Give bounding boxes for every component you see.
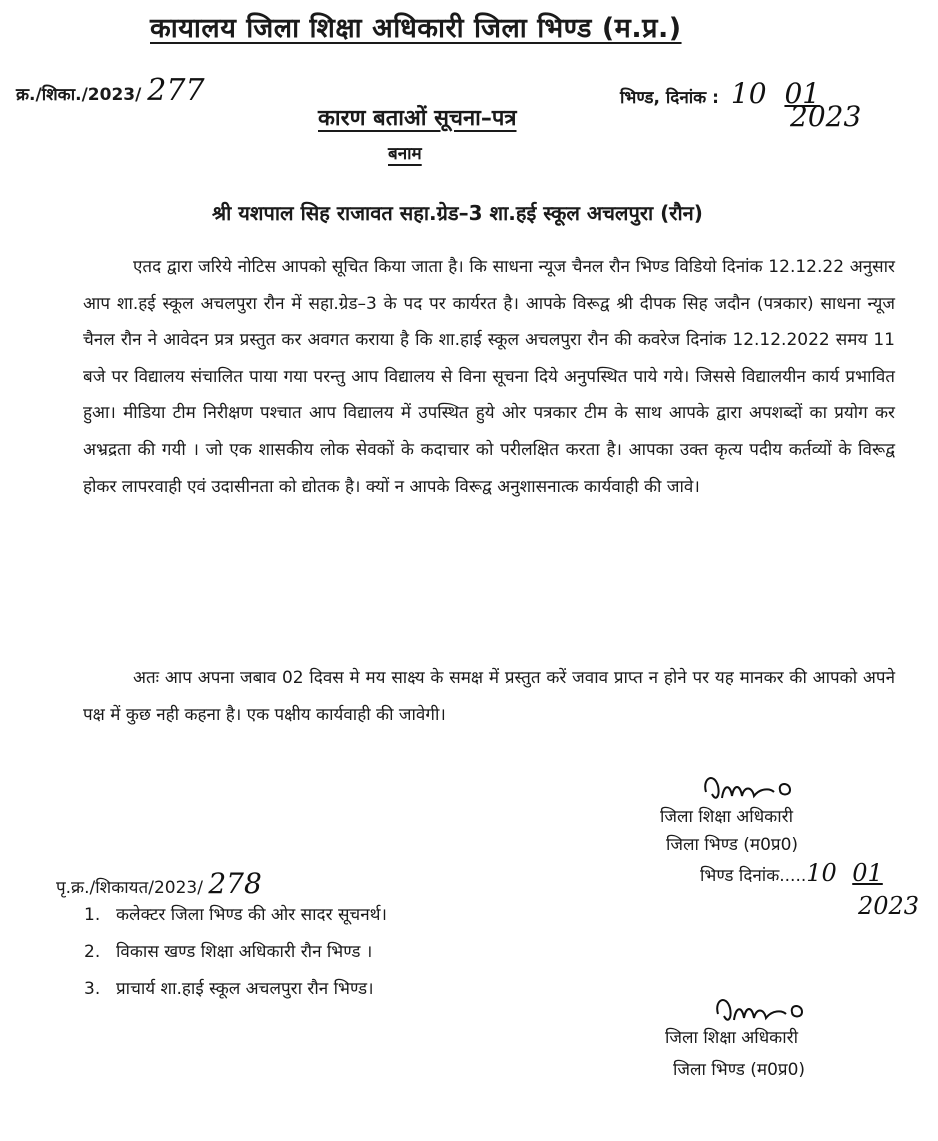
- signature-1-date-day: 10: [806, 859, 837, 887]
- signature-2-district: जिला भिण्ड (म0प्र0): [673, 1060, 806, 1080]
- document-subtitle: बनाम: [388, 144, 422, 164]
- issue-date-year-handwritten: 2023: [790, 100, 862, 133]
- signature-block-1: [660, 803, 883, 890]
- reference-number-handwritten: 277: [147, 73, 205, 108]
- issue-date-month-handwritten: 01: [784, 77, 821, 110]
- signature-1-date-month: 01: [852, 859, 883, 887]
- body-paragraph-2: [83, 660, 895, 733]
- document-title: कारण बताओं सूचना–पत्र: [318, 106, 517, 131]
- signature-1-date: [660, 859, 883, 890]
- signature-1-designation: जिला शिक्षा अधिकारी: [660, 807, 793, 827]
- copy-reference-handwritten: 278: [208, 867, 262, 900]
- signature-mark-1: [700, 768, 810, 808]
- signature-block-2: [665, 1022, 805, 1086]
- copy-reference-number: [56, 867, 262, 900]
- list-item: 2. विकास खण्ड शिक्षा अधिकारी रौन भिण्ड ।: [84, 942, 373, 962]
- body-paragraph-2-text: अतः आप अपना जबाव 02 दिवस मे मय साक्ष्य के समक्ष में प्रस्तुत करें जवाव प्राप्त न होने पर यह मानकर की आपको अपने पक्ष में कुछ नही कहना है। एक पक्षीय कार्यवाही की जावेगी।: [83, 668, 895, 725]
- signature-1-district: जिला भिण्ड (म0प्र0): [666, 835, 799, 855]
- office-header: कायालय जिला शिक्षा अधिकारी जिला भिण्ड (म.प्र.): [150, 13, 682, 44]
- signature-1-date-year: 2023: [858, 892, 920, 920]
- list-item: 1. कलेक्टर जिला भिण्ड की ओर सादर सूचनर्थ।: [84, 905, 387, 925]
- signature-1-date-label: भिण्ड दिनांक.....: [700, 866, 807, 886]
- copy-recipient-list: [84, 902, 387, 1013]
- body-paragraph-1-text: एतद द्वारा जरिये नोटिस आपको सूचित किया जाता है। कि साधना न्यूज चैनल रौन भिण्ड विडियो दिनांक 12.12.22 अनुसार आप शा.हई स्कूल अचलपुरा रौन में सहा.ग्रेड–3 के पद पर कार्यरत है। आपके विरूद्व श्री दीपक सिह जदौन (पत्रकार) साधना न्यूज चैनल रौन ने आवेदन प्रत्र प्रस्तुत कर अवगत कराया है कि शा.हाई स्कूल अचलपुरा रौन की कवरेज दिनांक 12.12.2022 समय 11 बजे पर विद्यालय संचालित पाया गया परन्तु आप विद्यालय से विना सूचना दिये अनुपस्थित पाये गये। जिससे विद्यालयीन कार्य प्रभावित हुआ। मीडिया टीम निरीक्षण पश्चात आप विद्यालय में उपस्थित हुये ओर पत्रकार टीम के साथ आपके द्वारा अपशब्दों का प्रयोग कर अभ्रद्रता की गयी । जो एक शासकीय लोक सेवकों के कदाचार को परीलक्षित करता है। आपका उक्त कृत्य पदीय कर्तव्यों के विरूद्व होकर लापरवाही एवं उदासीनता को द्योतक है। क्यों न आपके विरूद्व अनुशासनात्क कार्यवाही की जावे।: [83, 257, 895, 497]
- list-item: 3. प्राचार्य शा.हाई स्कूल अचलपुरा रौन भिण्ड।: [84, 979, 374, 999]
- copy-reference-text: पृ.क्र./शिकायत/2023/: [56, 878, 203, 898]
- reference-number: [16, 73, 205, 108]
- issue-date-day-handwritten: 10: [730, 77, 767, 110]
- recipient-line: श्री यशपाल सिह राजावत सहा.ग्रेड–3 शा.हई स्कूल अचलपुरा (रौन): [212, 201, 703, 225]
- body-paragraph-1: [83, 249, 895, 505]
- issue-date-label: भिण्ड, दिनांक :: [620, 88, 719, 108]
- reference-number-text: क्र./शिका./2023/: [16, 85, 142, 105]
- signature-2-designation: जिला शिक्षा अधिकारी: [665, 1028, 798, 1048]
